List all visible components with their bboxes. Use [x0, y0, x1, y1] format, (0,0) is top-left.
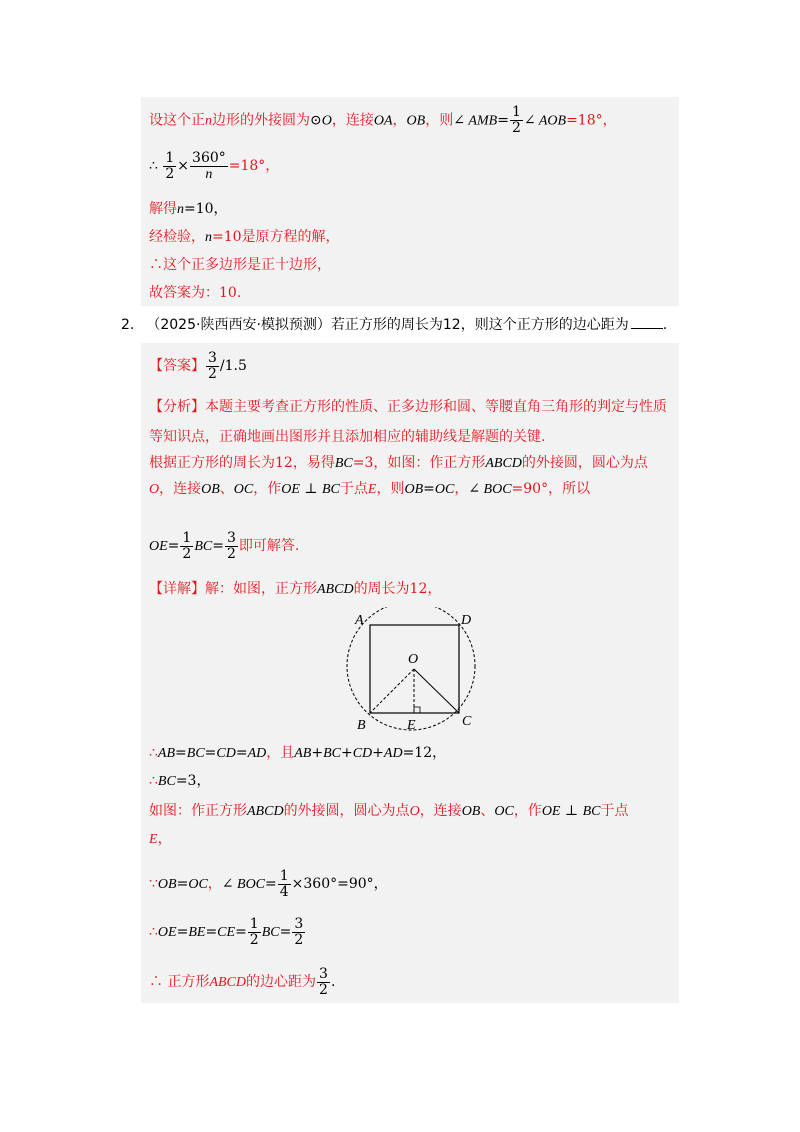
line-4: 经检验，n=10是原方程的解， — [149, 229, 340, 245]
line-1: 设这个正n边形的外接圆为⊙O，连接OA，OB，则∠ AMB= $\frac{1}{2}$ ∠ AOB=18°， — [149, 104, 617, 136]
line-2: ∴ $\frac{1}{2}$ × $\frac{360^\circ}{n}$ =18°， — [149, 149, 280, 182]
line-5: ∴这个正多边形是正十边形， — [149, 257, 331, 273]
label-a: A — [355, 613, 364, 628]
question-2: 2. （2025·陕西西安·模拟预测）若正方形的周长为12，则这个正方形的边心距为 . — [121, 317, 668, 333]
label-d: D — [461, 613, 472, 628]
answer-line: 【答案】 $\frac{3}{2}$ /1.5 — [149, 349, 247, 382]
segment-oc — [414, 669, 459, 713]
label-b: B — [357, 718, 366, 733]
line-3: 解得n=10， — [149, 201, 228, 217]
fraction: $\frac{3}{2}$ — [208, 349, 217, 382]
solution-box-1 — [141, 97, 679, 306]
step-line-6: ∴OE=BE=CE= $\frac{1}{2}$ BC= $\frac{3}{2}$ — [149, 915, 304, 948]
label-e: E — [407, 718, 416, 733]
answer-blank — [631, 328, 663, 329]
right-angle-mark — [414, 707, 420, 713]
fraction: $\frac{1}{2}$ — [249, 915, 259, 948]
square-circumcircle-figure — [341, 607, 481, 733]
step-line-5: ∵OB=OC，∠ BOC= $\frac{1}{4}$ ×360°=90°， — [149, 867, 388, 900]
analysis-line-2: 等知识点，正确地画出图形并且添加相应的辅助线是解题的关键. — [149, 429, 546, 445]
line-6: 故答案为：10. — [149, 285, 242, 301]
analysis-line-3: 根据正方形的周长为12，易得BC=3，如图：作正方形ABCD的外接圆，圆心为点 — [149, 455, 648, 471]
segment-ob — [370, 669, 414, 713]
analysis-line-1: 【分析】本题主要考查正方形的性质、正多边形和圆、等腰直角三角形的判定与性质 — [149, 399, 667, 415]
fraction: $\frac{1}{4}$ — [279, 867, 289, 900]
fraction: $\frac{3}{2}$ — [294, 915, 304, 948]
fraction: $\frac{3}{2}$ — [226, 529, 236, 562]
fraction: $\frac{3}{2}$ — [319, 965, 328, 998]
fraction: $\frac{1}{2}$ — [165, 149, 175, 182]
solution-box-2 — [141, 343, 679, 1003]
fraction: $\frac{1}{2}$ — [511, 104, 521, 136]
analysis-line-4: O，连接OB、OC，作OE ⊥ BC于点E，则OB=OC，∠ BOC=90°，所以 — [149, 481, 591, 497]
detail-line-1: 【详解】解：如图，正方形ABCD的周长为12， — [149, 581, 442, 597]
fraction: $\frac{360^\circ}{n}$ — [192, 149, 226, 182]
label-o: O — [408, 652, 419, 667]
step-line-7: ∴ 正方形ABCD的边心距为 $\frac{3}{2}$ . — [149, 965, 336, 998]
analysis-line-5: OE= $\frac{1}{2}$ BC= $\frac{3}{2}$ 即可解答. — [149, 529, 300, 562]
fraction: $\frac{1}{2}$ — [182, 529, 192, 562]
step-line-1: ∴AB=BC=CD=AD，且AB+BC+CD+AD=12， — [149, 745, 447, 761]
step-line-4: E， — [149, 831, 172, 847]
label-c: C — [462, 714, 472, 729]
step-line-2: ∴BC=3， — [149, 773, 211, 789]
step-line-3: 如图：作正方形ABCD的外接圆，圆心为点O，连接OB、OC，作OE ⊥ BC于点 — [149, 803, 629, 819]
